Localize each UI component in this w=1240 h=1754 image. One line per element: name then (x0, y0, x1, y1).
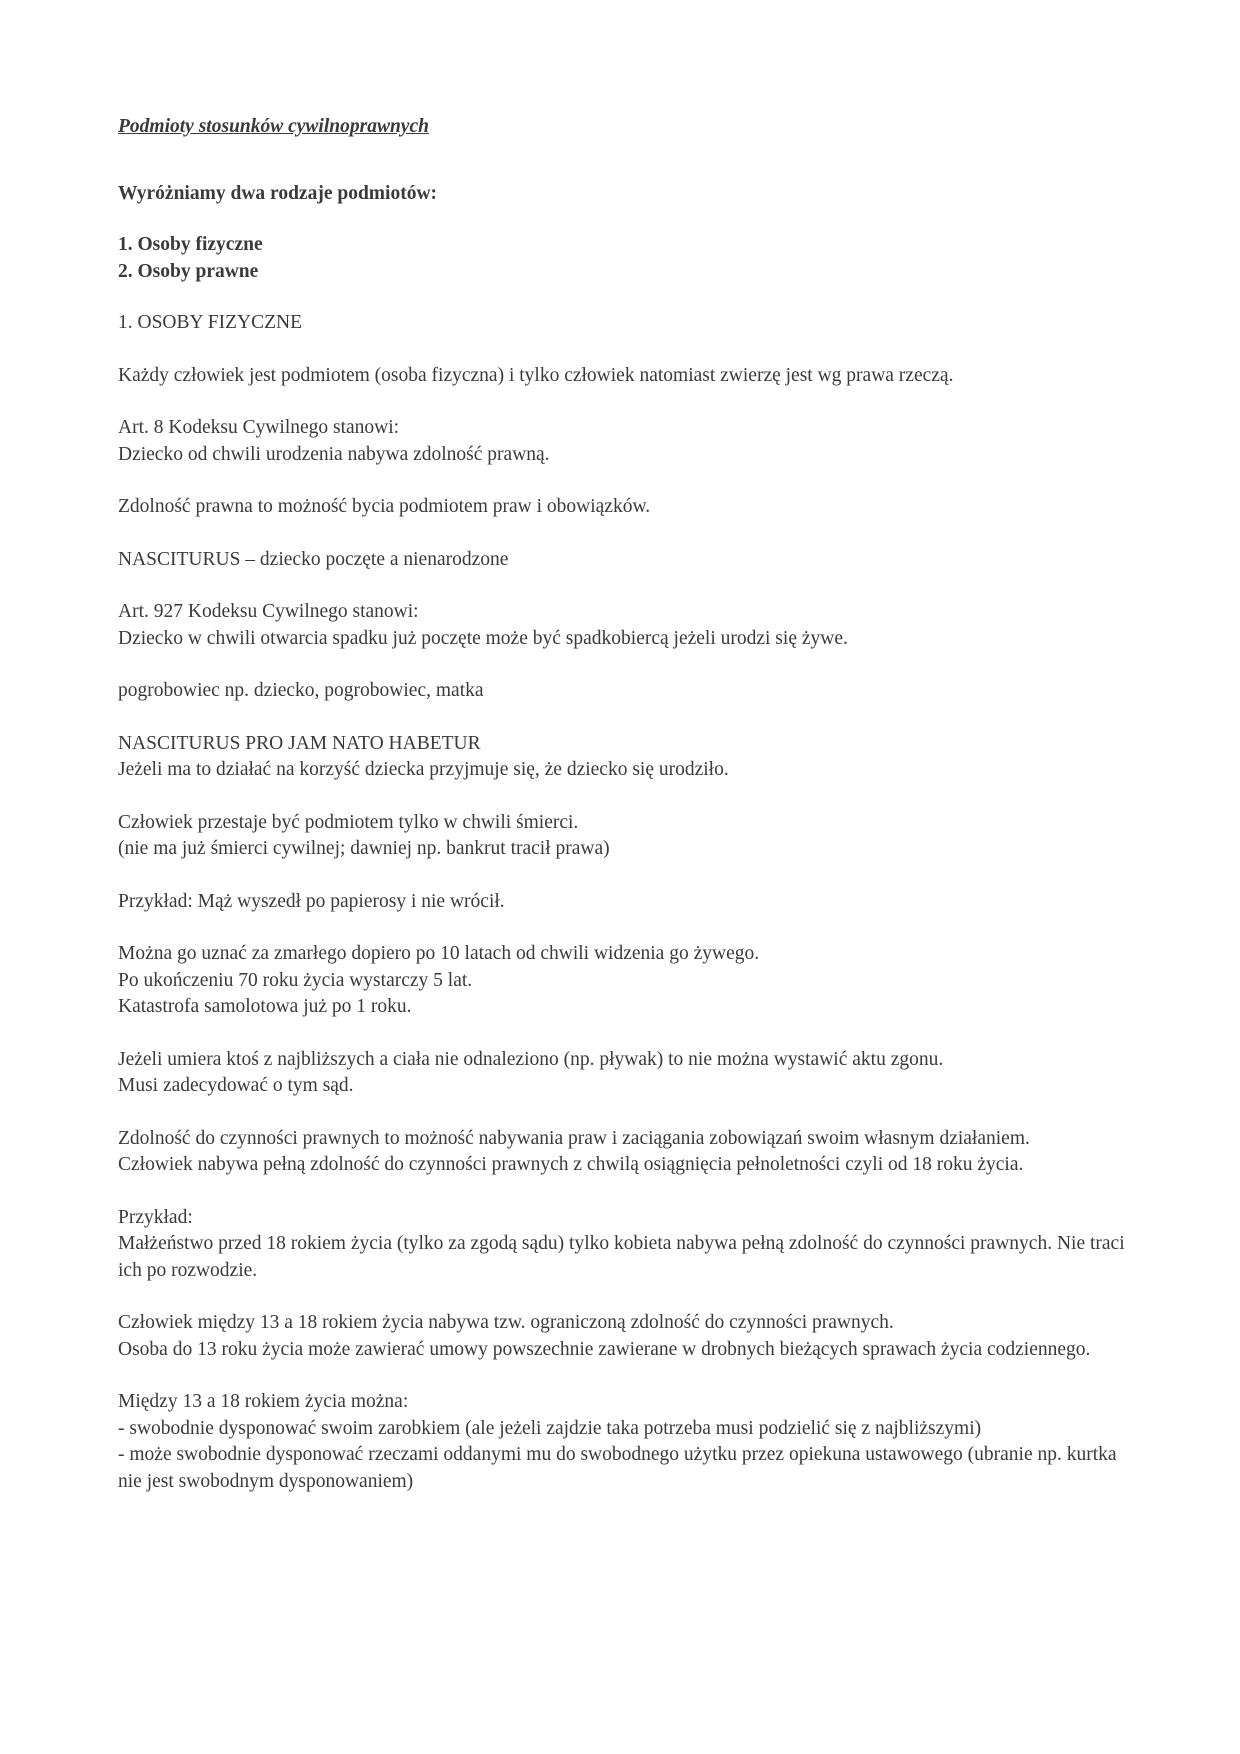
paragraph-line: Dziecko w chwili otwarcia spadku już poczęte może być spadkobiercą jeżeli urodzi się żywe. (118, 627, 848, 649)
paragraph-line: NASCITURUS PRO JAM NATO HABETUR (118, 732, 481, 754)
paragraph (118, 1389, 1128, 1495)
paragraph-line: Przykład: Mąż wyszedł po papierosy i nie wrócił. (118, 890, 505, 912)
paragraph (118, 1205, 1128, 1285)
paragraph-line: Art. 927 Kodeksu Cywilnego stanowi: (118, 601, 419, 622)
paragraph-line: Jeżeli umiera ktoś z najbliższych a ciała nie odnaleziono (np. pływak) to nie można wystawić aktu zgonu. (118, 1048, 944, 1070)
paragraph-line: Małżeństwo przed 18 rokiem życia (tylko za zgodą sądu) tylko kobieta nabywa pełną zdolność do czynności prawnych. Nie traci ich po rozwodzie. (118, 1233, 1125, 1281)
paragraph-line: Człowiek nabywa pełną zdolność do czynności prawnych z chwilą osiągnięcia pełnoletności czyli od 18 roku życia. (118, 1154, 1024, 1175)
paragraph-line: Jeżeli ma to działać na korzyść dziecka przyjmuje się, że dziecko się urodziło. (118, 759, 729, 780)
paragraph-line: Zdolność do czynności prawnych to możność nabywania praw i zaciągania zobowiązań swoim własnym działaniem. (118, 1127, 1030, 1149)
paragraph-line: Osoba do 13 roku życia może zawierać umowy powszechnie zawierane w drobnych bieżących sprawach życia codziennego. (118, 1338, 1091, 1360)
paragraph-line: Człowiek między 13 a 18 rokiem życia nabywa tzw. ograniczoną zdolność do czynności prawnych. (118, 1312, 894, 1333)
paragraph (118, 599, 1128, 652)
document-page (118, 114, 1128, 1521)
paragraph-line: Katastrofa samolotowa już po 1 roku. (118, 996, 412, 1017)
paragraph-line: Przykład: (118, 1206, 193, 1228)
paragraph-line: Każdy człowiek jest podmiotem (osoba fizyczna) i tylko człowiek natomiast zwierzę jest wg prawa rzeczą. (118, 364, 954, 386)
subject-type-item: 2. Osoby prawne (118, 260, 259, 282)
paragraph-line: NASCITURUS – dziecko poczęte a nienarodzone (118, 548, 509, 570)
intro-heading: Wyróżniamy dwa rodzaje podmiotów: (118, 182, 438, 204)
paragraph-line: pogrobowiec np. dziecko, pogrobowiec, matka (118, 680, 484, 701)
paragraph (118, 731, 1128, 784)
paragraph-line: Między 13 a 18 rokiem życia można: (118, 1391, 409, 1412)
paragraph-line: Po ukończeniu 70 roku życia wystarczy 5 lat. (118, 969, 473, 991)
paragraph (118, 547, 1128, 574)
paragraph (118, 1126, 1128, 1179)
subject-types-list (118, 232, 1128, 285)
paragraph-line: (nie ma już śmierci cywilnej; dawniej np. bankrut tracił prawa) (118, 838, 610, 859)
paragraph-line: Musi zadecydować o tym sąd. (118, 1075, 354, 1096)
paragraph-line: Można go uznać za zmarłego dopiero po 10 latach od chwili widzenia go żywego. (118, 943, 760, 964)
paragraph-line: Art. 8 Kodeksu Cywilnego stanowi: (118, 417, 400, 438)
paragraph (118, 810, 1128, 863)
paragraph (118, 494, 1128, 521)
paragraph (118, 415, 1128, 468)
paragraph-line: - może swobodnie dysponować rzeczami oddanymi mu do swobodnego użytku przez opiekuna ustawowego (ubranie np. kurtka nie jest swobodnym dysponowaniem) (118, 1444, 1117, 1492)
paragraph (118, 941, 1128, 1021)
paragraph (118, 889, 1128, 916)
section-heading: 1. OSOBY FIZYCZNE (118, 312, 302, 333)
paragraph-line: - swobodnie dysponować swoim zarobkiem (ale jeżeli zajdzie taka potrzeba musi podzielić się z najbliższymi) (118, 1417, 982, 1439)
paragraph-line: Człowiek przestaje być podmiotem tylko w chwili śmierci. (118, 811, 579, 833)
paragraph (118, 363, 1128, 390)
body-text (118, 363, 1128, 1496)
paragraph (118, 1047, 1128, 1100)
paragraph-line: Zdolność prawna to możność bycia podmiotem praw i obowiązków. (118, 496, 651, 517)
subject-type-item: 1. Osoby fizyczne (118, 234, 263, 255)
paragraph (118, 678, 1128, 705)
paragraph (118, 1310, 1128, 1363)
paragraph-line: Dziecko od chwili urodzenia nabywa zdolność prawną. (118, 443, 550, 465)
document-title: Podmioty stosunków cywilnoprawnych (118, 116, 429, 137)
